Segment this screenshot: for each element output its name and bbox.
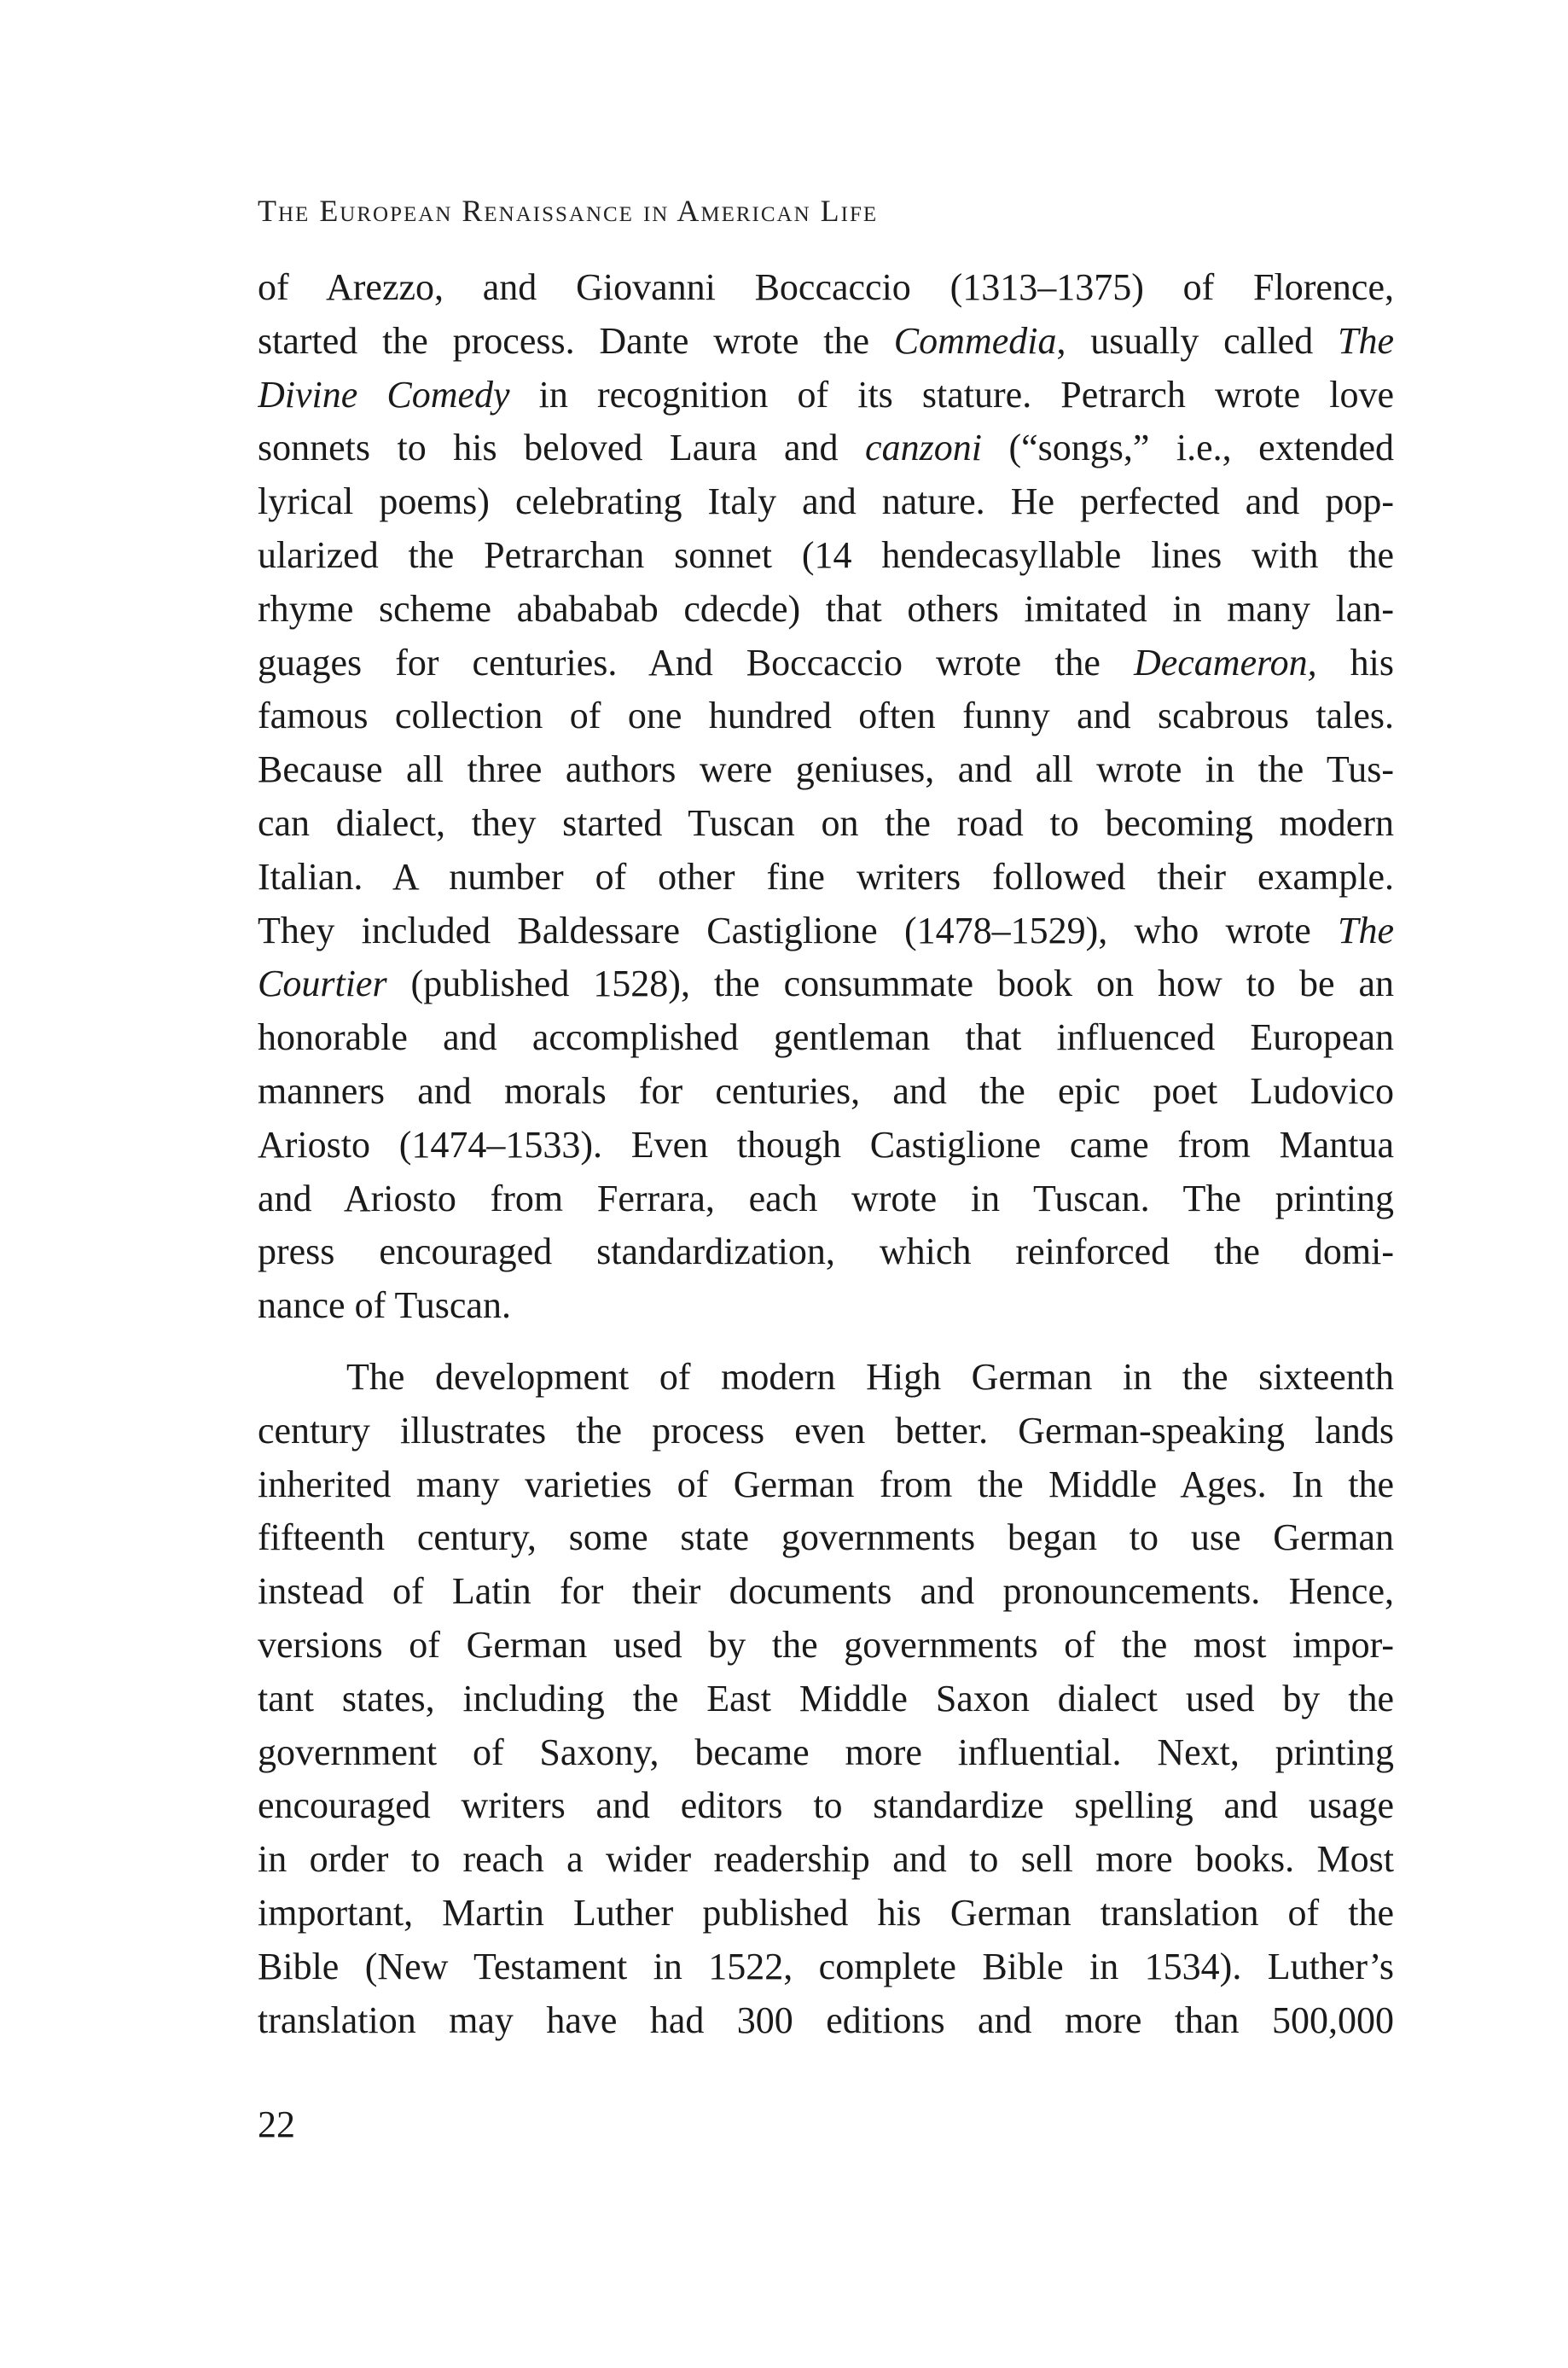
body-text	[258, 261, 1394, 2047]
text-segment: Ariosto (1474–1533). Even though Castiglione came from Mantua	[258, 1123, 1394, 1166]
text-segment: translation may have had 300 editions and more than 500,000	[258, 1999, 1394, 2041]
text-line	[258, 1940, 1394, 1994]
text-line	[258, 1779, 1394, 1833]
text-segment: Bible (New Testament in 1522, complete Bible in 1534). Luther’s	[258, 1945, 1394, 1987]
text-line	[258, 1565, 1394, 1619]
text-segment: government of Saxony, became more influential. Next, printing	[258, 1731, 1394, 1773]
text-line	[258, 957, 1394, 1011]
text-segment: important, Martin Luther published his German translation of the	[258, 1891, 1394, 1934]
text-line	[258, 637, 1394, 690]
text-line	[258, 1511, 1394, 1565]
text-line	[258, 529, 1394, 583]
text-segment: instead of Latin for their documents and pronouncements. Hence,	[258, 1570, 1394, 1613]
italic-text: canzoni	[865, 427, 982, 469]
text-segment: press encouraged standardization, which reinforced the domi-	[258, 1231, 1394, 1273]
text-line	[258, 1065, 1394, 1119]
text-line	[258, 1458, 1394, 1512]
text-line	[258, 1405, 1394, 1458]
text-segment: sonnets to his beloved Laura and	[258, 427, 866, 469]
text-line	[258, 1119, 1394, 1172]
text-line	[258, 905, 1394, 958]
text-segment: versions of German used by the governments of the most impor-	[258, 1623, 1394, 1666]
text-line	[258, 1279, 1394, 1333]
text-segment: lyrical poems) celebrating Italy and nature. He perfected and pop-	[258, 480, 1394, 523]
italic-text: Divine Comedy	[258, 373, 510, 416]
text-segment: inherited many varieties of German from the Middle Ages. In the	[258, 1463, 1394, 1505]
text-segment: in order to reach a wider readership and to sell more books. Most	[258, 1838, 1394, 1881]
text-segment: They included Baldessare Castiglione (1478–1529), who wrote	[258, 909, 1338, 951]
text-segment: encouraged writers and editors to standardize spelling and usage	[258, 1784, 1394, 1827]
text-segment: started the process. Dante wrote the	[258, 319, 894, 362]
page-number: 22	[258, 2103, 295, 2145]
text-line	[258, 1011, 1394, 1065]
text-segment: ularized the Petrarchan sonnet (14 hendecasyllable lines with the	[258, 533, 1394, 576]
text-segment: The development of modern High German in the sixteenth	[346, 1355, 1394, 1398]
text-line	[258, 851, 1394, 905]
italic-text: The	[1338, 319, 1394, 362]
text-line	[258, 422, 1394, 475]
text-segment: manners and morals for centuries, and the epic poet Ludovico	[258, 1069, 1394, 1112]
text-segment: rhyme scheme abababab cdecde) that others imitated in many lan-	[258, 587, 1394, 630]
paragraph	[258, 1351, 1394, 2047]
italic-text: Courtier	[258, 963, 387, 1005]
italic-text: Commedia	[893, 319, 1057, 362]
text-line	[258, 1726, 1394, 1780]
text-segment: of Arezzo, and Giovanni Boccaccio (1313–1375) of Florence,	[258, 266, 1394, 308]
text-line	[258, 1225, 1394, 1279]
text-segment: (published 1528), the consummate book on how to be an	[386, 963, 1394, 1005]
text-line	[258, 797, 1394, 851]
text-segment: in recognition of its stature. Petrarch wrote love	[509, 373, 1394, 416]
text-segment: nance of Tuscan.	[258, 1284, 511, 1327]
italic-text: Decameron,	[1133, 641, 1317, 684]
text-segment: his	[1316, 641, 1394, 684]
text-segment: can dialect, they started Tuscan on the road to becoming modern	[258, 801, 1394, 844]
text-line	[258, 369, 1394, 422]
text-line	[258, 1619, 1394, 1673]
text-segment: and Ariosto from Ferrara, each wrote in Tuscan. The printing	[258, 1177, 1394, 1219]
text-line	[258, 1673, 1394, 1726]
text-line	[258, 261, 1394, 315]
text-segment: tant states, including the East Middle Saxon dialect used by the	[258, 1677, 1394, 1719]
text-segment: famous collection of one hundred often funny and scabrous tales.	[258, 695, 1394, 737]
text-line	[258, 315, 1394, 369]
text-line	[258, 1887, 1394, 1940]
text-segment: Italian. A number of other fine writers followed their example.	[258, 855, 1394, 898]
text-segment: fifteenth century, some state governments began to use German	[258, 1516, 1394, 1559]
text-segment: honorable and accomplished gentleman that influenced European	[258, 1016, 1394, 1059]
text-segment: Because all three authors were geniuses, and all wrote in the Tus-	[258, 748, 1394, 791]
text-segment: century illustrates the process even better. German-speaking lands	[258, 1409, 1394, 1452]
text-line	[258, 1833, 1394, 1887]
text-line	[258, 1172, 1394, 1226]
text-segment: , usually called	[1056, 319, 1338, 362]
italic-text: The	[1338, 909, 1394, 951]
text-line	[258, 583, 1394, 637]
text-line	[258, 1994, 1394, 2048]
text-line	[258, 1351, 1394, 1405]
text-line	[258, 475, 1394, 529]
text-line	[258, 689, 1394, 743]
paragraph	[258, 261, 1394, 1333]
paragraph-gap	[258, 1333, 1394, 1351]
running-head: The European Renaissance in American Life	[258, 194, 879, 228]
text-segment: (“songs,” i.e., extended	[981, 427, 1394, 469]
text-line	[258, 743, 1394, 797]
text-segment: guages for centuries. And Boccaccio wrote the	[258, 641, 1134, 684]
